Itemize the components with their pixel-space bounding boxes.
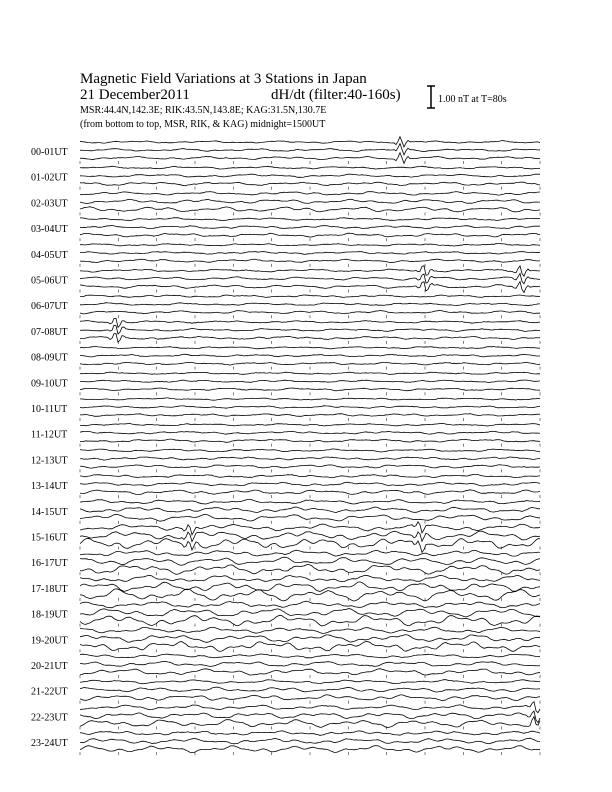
trace-KAG: [80, 575, 540, 581]
trace-KAG: [80, 731, 540, 736]
row-label: 15-16UT: [31, 532, 68, 544]
trace-MSR: [80, 717, 540, 728]
row-label: 17-18UT: [31, 583, 68, 595]
trace-KAG: [80, 318, 540, 327]
trace-KAG: [80, 474, 540, 477]
row-10-11UT: [31, 398, 540, 421]
row-label: 12-13UT: [31, 455, 68, 467]
trace-RIK: [80, 711, 540, 723]
trace-MSR: [80, 362, 540, 365]
trace-RIK: [80, 557, 540, 565]
trace-RIK: [80, 325, 540, 334]
trace-KAG: [80, 550, 540, 556]
trace-RIK: [80, 687, 540, 692]
trace-MSR: [80, 233, 540, 237]
chart-title: Magnetic Field Variations at 3 Stations in Japan: [80, 71, 367, 87]
row-16-17UT: [31, 550, 540, 575]
trace-RIK: [80, 431, 540, 434]
trace-RIK: [80, 199, 540, 203]
row-label: 03-04UT: [31, 224, 68, 236]
row-13-14UT: [31, 474, 540, 498]
row-09-10UT: [31, 372, 540, 395]
trace-RIK: [80, 273, 540, 283]
row-04-05UT: [31, 244, 540, 267]
row-label: 09-10UT: [31, 378, 68, 390]
row-label: 23-24UT: [31, 738, 68, 750]
station-coordinates: MSR:44.4N,142.3E; RIK:43.5N,143.8E; KAG:31.5N,130.7E: [80, 105, 327, 116]
trace-RIK: [80, 174, 540, 177]
trace-MSR: [80, 439, 540, 442]
row-label: 18-19UT: [31, 609, 68, 621]
trace-KAG: [80, 137, 540, 147]
trace-KAG: [80, 346, 540, 348]
trace-KAG: [80, 601, 540, 608]
row-label: 16-17UT: [31, 558, 68, 570]
trace-KAG: [80, 218, 540, 221]
row-14-15UT: [31, 500, 540, 524]
trace-RIK: [80, 303, 540, 306]
row-label: 02-03UT: [31, 198, 68, 210]
trace-MSR: [80, 514, 540, 521]
trace-KAG: [80, 295, 540, 298]
row-22-23UT: [31, 702, 540, 730]
trace-MSR: [80, 746, 540, 753]
row-label: 06-07UT: [31, 301, 68, 313]
row-17-18UT: [31, 575, 540, 601]
trace-MSR: [80, 538, 540, 552]
row-06-07UT: [31, 295, 540, 318]
trace-KAG: [80, 244, 540, 247]
row-label: 19-20UT: [31, 635, 68, 647]
chart-quantity: dH/dt (filter:40-160s): [271, 87, 401, 103]
trace-RIK: [80, 144, 540, 155]
trace-MSR: [80, 388, 540, 391]
trace-RIK: [80, 252, 540, 255]
row-label: 20-21UT: [31, 661, 68, 672]
trace-RIK: [80, 531, 540, 542]
row-20-21UT: [31, 654, 540, 678]
trace-MSR: [80, 259, 540, 262]
trace-KAG: [80, 449, 540, 452]
row-label: 13-14UT: [31, 481, 68, 493]
trace-RIK: [80, 582, 540, 592]
row-18-19UT: [31, 601, 540, 626]
row-08-09UT: [31, 346, 540, 369]
trace-RIK: [80, 225, 540, 228]
trace-MSR: [80, 182, 540, 186]
row-label: 08-09UT: [31, 352, 68, 364]
scale-bar-label: 1.00 nT at T=80s: [438, 94, 507, 105]
chart-date: 21 December2011: [80, 87, 190, 103]
trace-RIK: [80, 354, 540, 357]
row-11-12UT: [31, 423, 540, 446]
row-label: 11-12UT: [31, 429, 68, 441]
row-15-16UT: [31, 522, 540, 553]
trace-KAG: [80, 372, 540, 374]
row-label: 01-02UT: [31, 172, 68, 184]
trace-RIK: [80, 457, 540, 460]
row-03-04UT: [31, 218, 540, 241]
row-label: 21-22UT: [31, 686, 68, 698]
trace-KAG: [80, 266, 540, 276]
trace-KAG: [80, 654, 540, 658]
trace-MSR: [80, 490, 540, 495]
trace-KAG: [80, 398, 540, 400]
row-21-22UT: [31, 680, 540, 704]
row-label: 00-01UT: [31, 147, 68, 158]
row-12-13UT: [31, 449, 540, 473]
row-02-03UT: [31, 192, 540, 216]
trace-MSR: [80, 465, 540, 468]
row-label: 04-05UT: [31, 249, 68, 261]
row-label: 10-11UT: [31, 404, 68, 415]
trace-RIK: [80, 635, 540, 643]
row-23-24UT: [31, 731, 540, 755]
row-label: 14-15UT: [31, 506, 68, 518]
trace-KAG: [80, 192, 540, 196]
trace-KAG: [80, 627, 540, 633]
row-label: 07-08UT: [31, 326, 68, 338]
row-label: 05-06UT: [31, 275, 68, 287]
trace-RIK: [80, 507, 540, 513]
trace-RIK: [80, 380, 540, 383]
trace-MSR: [80, 695, 540, 701]
trace-RIK: [80, 406, 540, 409]
trace-MSR: [80, 311, 540, 314]
trace-KAG: [80, 423, 540, 426]
trace-MSR: [80, 669, 540, 675]
row-label: 22-23UT: [31, 712, 68, 724]
trace-MSR: [80, 414, 540, 417]
row-19-20UT: [31, 627, 540, 652]
trace-KAG: [80, 500, 540, 505]
trace-RIK: [80, 609, 540, 617]
trace-KAG: [80, 680, 540, 684]
trace-order-note: (from bottom to top, MSR, RIK, & KAG) midnight=1500UT: [80, 119, 326, 130]
row-00-01UT: [31, 137, 540, 164]
row-07-08UT: [31, 318, 540, 344]
trace-MSR: [80, 207, 540, 212]
trace-RIK: [80, 482, 540, 486]
row-01-02UT: [31, 166, 540, 190]
row-05-06UT: [31, 266, 540, 293]
trace-KAG: [80, 166, 540, 169]
trace-RIK: [80, 738, 540, 744]
trace-RIK: [80, 661, 540, 666]
